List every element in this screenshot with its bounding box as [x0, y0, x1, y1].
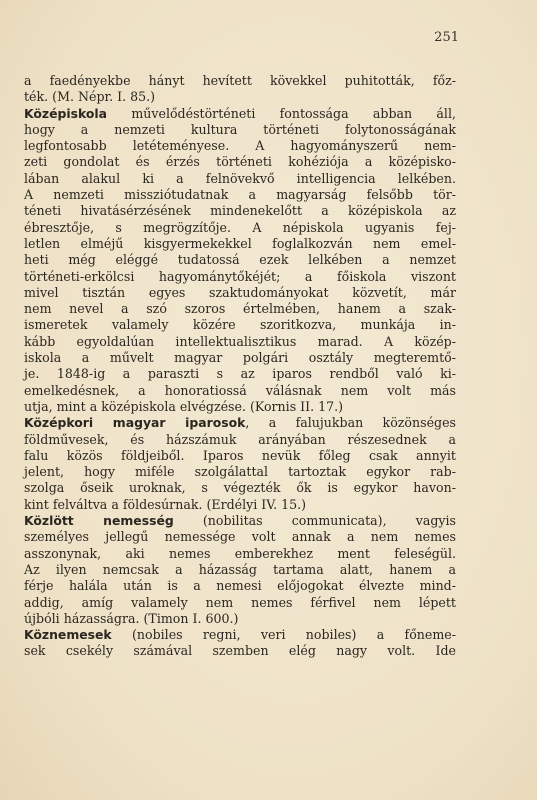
text-line: [24, 350, 456, 366]
line-text: iskola a művelt magyar polgári osztály megteremtő-: [24, 350, 456, 366]
entry-term: Köznemesek: [24, 627, 112, 643]
text-line: [24, 89, 456, 105]
line-text: je. 1848-ig a paraszti s az iparos rendből való ki-: [24, 366, 456, 382]
line-text: emelkedésnek, a honoratiossá válásnak nem volt más: [24, 382, 456, 398]
text-line: [24, 611, 456, 627]
text-line: [24, 187, 456, 203]
text-line: [24, 252, 456, 268]
line-text: történeti-erkölcsi hagyománytőkéjét; a főiskola viszont: [24, 268, 456, 284]
text-line: [24, 269, 456, 285]
text-line: [24, 171, 456, 187]
text-line: [24, 236, 456, 252]
line-text: személyes jellegű nemessége volt annak a nem nemes: [24, 529, 456, 545]
text-line: [24, 73, 456, 89]
text-line: [24, 334, 456, 350]
line-text: (nobilitas communicata), vagyis: [173, 513, 456, 529]
text-line: [24, 529, 456, 545]
entry-term: Középkori magyar iparosok: [24, 415, 246, 431]
line-text: utja, mint a középiskola elvégzése. (Kornis II. 17.): [24, 398, 344, 414]
line-text: kább egyoldalúan intellektualisztikus marad. A közép-: [24, 333, 456, 349]
text-line: [24, 317, 456, 333]
text-line: [24, 301, 456, 317]
line-text: művelődéstörténeti fontossága abban áll,: [107, 105, 456, 121]
text-line: [24, 480, 456, 496]
line-text: ték. (M. Népr. I. 85.): [24, 89, 156, 105]
line-text: ébresztője, s megrögzítője. A népiskola ugyanis fej-: [24, 219, 456, 235]
line-text: falu közös földjeiből. Iparos nevük főleg csak annyit: [24, 447, 456, 463]
text-line: [24, 415, 456, 431]
text-line: [24, 448, 456, 464]
text-line: [24, 546, 456, 562]
line-text: letlen elméjű kisgyermekekkel foglalkozván nem emel-: [24, 235, 456, 251]
line-text: A nemzeti missziótudatnak a magyarság felsőbb tör-: [24, 187, 456, 203]
text-line: [24, 366, 456, 382]
page-body-text: [24, 73, 456, 660]
page-number: 251: [434, 30, 459, 45]
line-text: lában alakul ki a felnövekvő intelligencia lelkében.: [24, 170, 456, 186]
line-text: kint felváltva a földesúrnak. (Erdélyi IV. 15.): [24, 496, 307, 512]
text-line: [24, 122, 456, 138]
text-line: [24, 285, 456, 301]
text-line: [24, 562, 456, 578]
text-line: [24, 203, 456, 219]
line-text: asszonynak, aki nemes emberekhez ment feleségül.: [24, 545, 456, 561]
line-text: téneti hivatásérzésének mindenekelőtt a középiskola az: [24, 203, 456, 219]
line-text: nem nevel a szó szoros értelmében, hanem a szak-: [24, 301, 456, 317]
text-line: [24, 627, 456, 643]
line-text: hogy a nemzeti kultura történeti folytonosságának: [24, 121, 456, 137]
text-line: [24, 578, 456, 594]
text-line: [24, 595, 456, 611]
line-text: földművesek, és házszámuk arányában részesednek a: [24, 431, 456, 447]
line-text: legfontosabb letéteményese. A hagyományszerű nem-: [24, 138, 456, 154]
line-text: Az ilyen nemcsak a házasság tartama alatt, hanem a: [24, 561, 456, 577]
line-text: (nobiles regni, veri nobiles) a főneme-: [111, 627, 456, 643]
text-line: [24, 154, 456, 170]
line-text: , a falujukban közönséges: [245, 415, 456, 431]
line-text: férje halála után is a nemesi előjogokat élvezte mind-: [24, 578, 456, 594]
line-text: addig, amíg valamely nem nemes férfivel nem lépett: [24, 594, 456, 610]
line-text: jelent, hogy miféle szolgálattal tartoztak egykor rab-: [24, 464, 456, 480]
text-line: [24, 220, 456, 236]
text-line: [24, 643, 456, 659]
line-text: ismeretek valamely közére szoritkozva, munkája in-: [24, 317, 456, 333]
text-line: [24, 432, 456, 448]
entry-term: Középiskola: [24, 105, 108, 121]
line-text: zeti gondolat és érzés történeti kohéziója a középisko-: [24, 154, 456, 170]
line-text: a faedényekbe hányt hevített kövekkel puhitották, főz-: [24, 73, 456, 88]
text-line: [24, 106, 456, 122]
line-text: sek csekély számával szemben elég nagy volt. Ide: [24, 643, 456, 659]
text-line: [24, 399, 456, 415]
line-text: újbóli házasságra. (Timon I. 600.): [24, 610, 239, 626]
text-line: [24, 138, 456, 154]
text-line: [24, 383, 456, 399]
text-line: [24, 513, 456, 529]
entry-term: Közlött nemesség: [24, 513, 174, 529]
line-text: szolga őseik uroknak, s végezték ők is egykor havon-: [24, 480, 456, 496]
line-text: heti még eléggé tudatossá ezek lelkében a nemzet: [24, 252, 456, 268]
text-line: [24, 497, 456, 513]
text-line: [24, 464, 456, 480]
line-text: mivel tisztán egyes szaktudományokat közvetít, már: [24, 284, 456, 300]
